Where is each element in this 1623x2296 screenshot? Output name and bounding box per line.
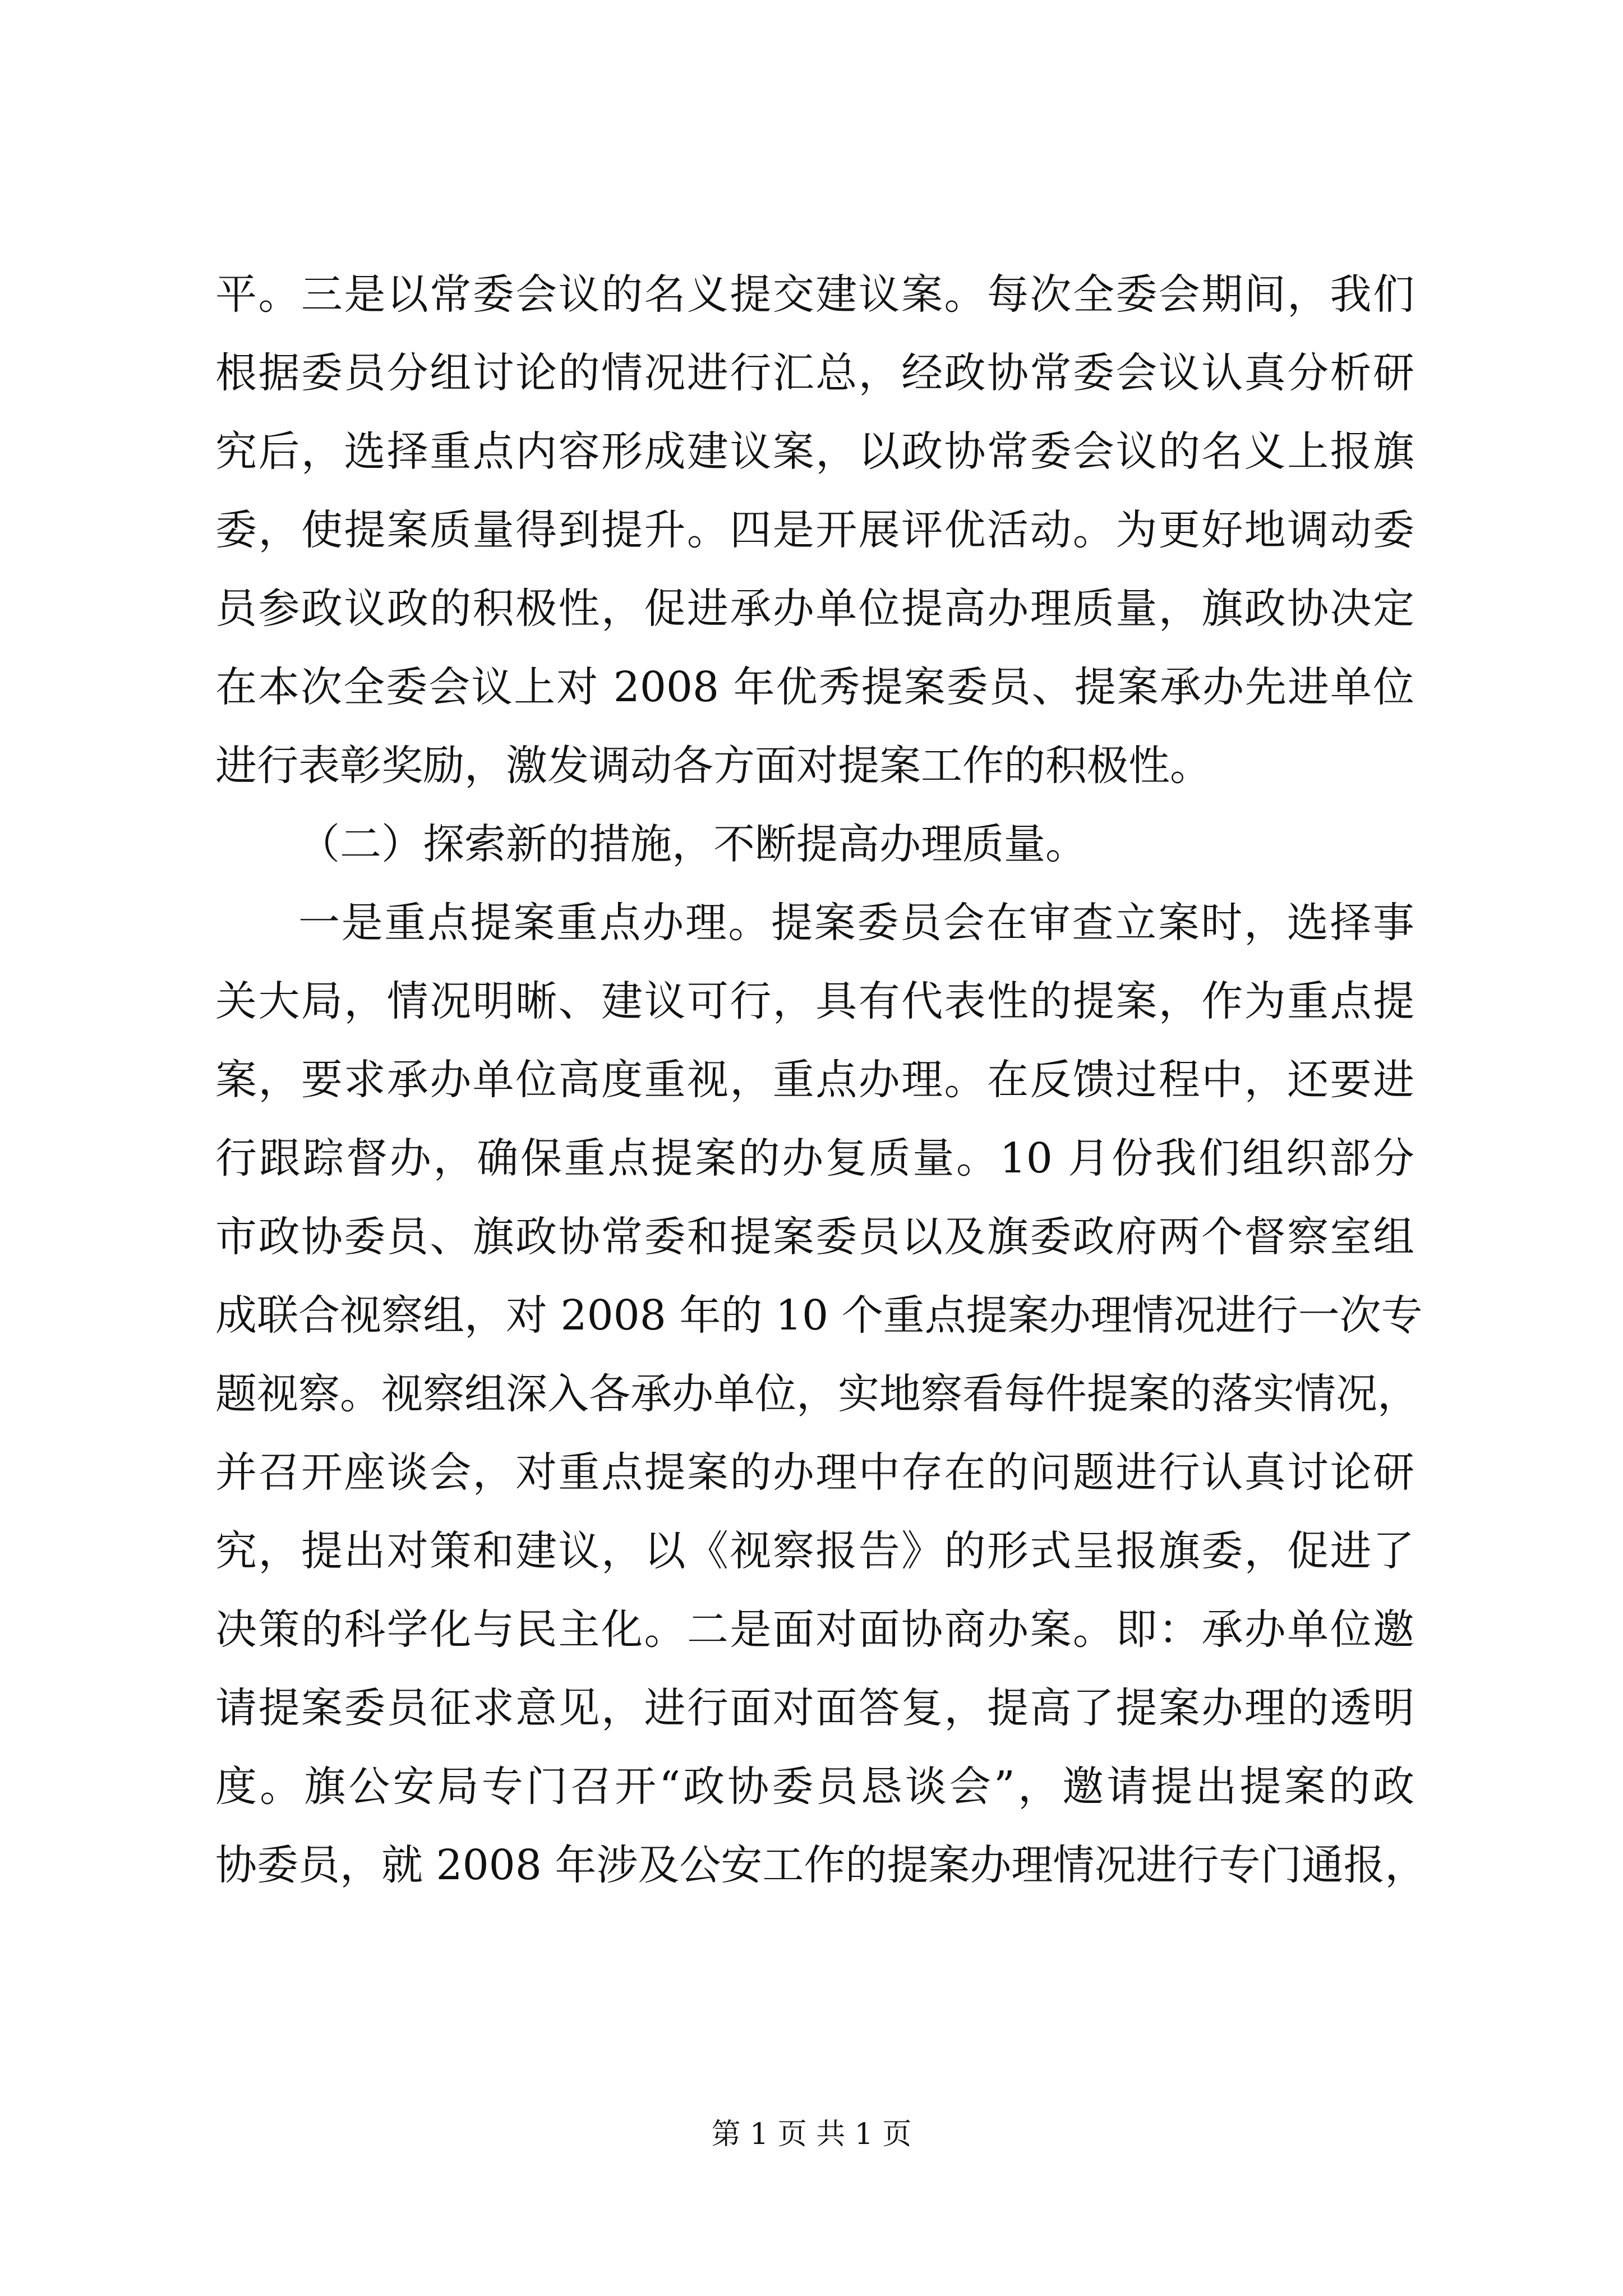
text-line: 进行表彰奖励，激发调动各方面对提案工作的积极性。 <box>215 742 1211 790</box>
text-line: 市政协委员、旗政协常委和提案委员以及旗委政府两个督察室组 <box>215 1213 1414 1261</box>
text-line: 并召开座谈会，对重点提案的办理中存在的问题进行认真讨论研 <box>215 1448 1414 1497</box>
text-line: 协委员，就 2008 年涉及公安工作的提案办理情况进行专门通报， <box>215 1841 1427 1889</box>
text-line: 题视察。视察组深入各承办单位，实地察看每件提案的落实情况， <box>215 1370 1419 1418</box>
text-line: 案，要求承办单位高度重视，重点办理。在反馈过程中，还要进 <box>215 1056 1414 1104</box>
text-line: 成联合视察组，对 2008 年的 10 个重点提案办理情况进行一次专 <box>215 1291 1423 1340</box>
text-line: 究，提出对策和建议，以《视察报告》的形式呈报旗委，促进了 <box>215 1527 1414 1575</box>
text-line: 员参政议政的积极性，促进承办单位提高办理质量，旗政协决定 <box>215 585 1414 633</box>
text-line: 行跟踪督办，确保重点提案的办复质量。10 月份我们组织部分 <box>215 1134 1414 1182</box>
document-body <box>215 255 1427 1904</box>
text-line: 请提案委员征求意见，进行面对面答复，提高了提案办理的透明 <box>215 1684 1414 1732</box>
page-footer: 第 1 页 共 1 页 <box>711 2118 912 2151</box>
text-line: 决策的科学化与民主化。二是面对面协商办案。即：承办单位邀 <box>215 1605 1414 1654</box>
text-line: 度。旗公安局专门召开“政协委员恳谈会”，邀请提出提案的政 <box>215 1763 1414 1811</box>
text-line: 平。三是以常委会议的名义提交建议案。每次全委会期间，我们 <box>215 270 1414 319</box>
text-line: 究后，选择重点内容形成建议案，以政协常委会议的名义上报旗 <box>215 427 1414 476</box>
text-line: 根据委员分组讨论的情况进行汇总，经政协常委会议认真分析研 <box>215 349 1414 397</box>
text-line: 关大局，情况明晰、建议可行，具有代表性的提案，作为重点提 <box>215 977 1414 1025</box>
section-heading: （二）探索新的措施，不断提高办理质量。 <box>298 820 1087 868</box>
text-line: 委，使提案质量得到提升。四是开展评优活动。为更好地调动委 <box>215 506 1414 554</box>
text-line: 在本次全委会议上对 2008 年优秀提案委员、提案承办先进单位 <box>215 663 1414 711</box>
text-line: 一是重点提案重点办理。提案委员会在审查立案时，选择事 <box>298 899 1414 947</box>
